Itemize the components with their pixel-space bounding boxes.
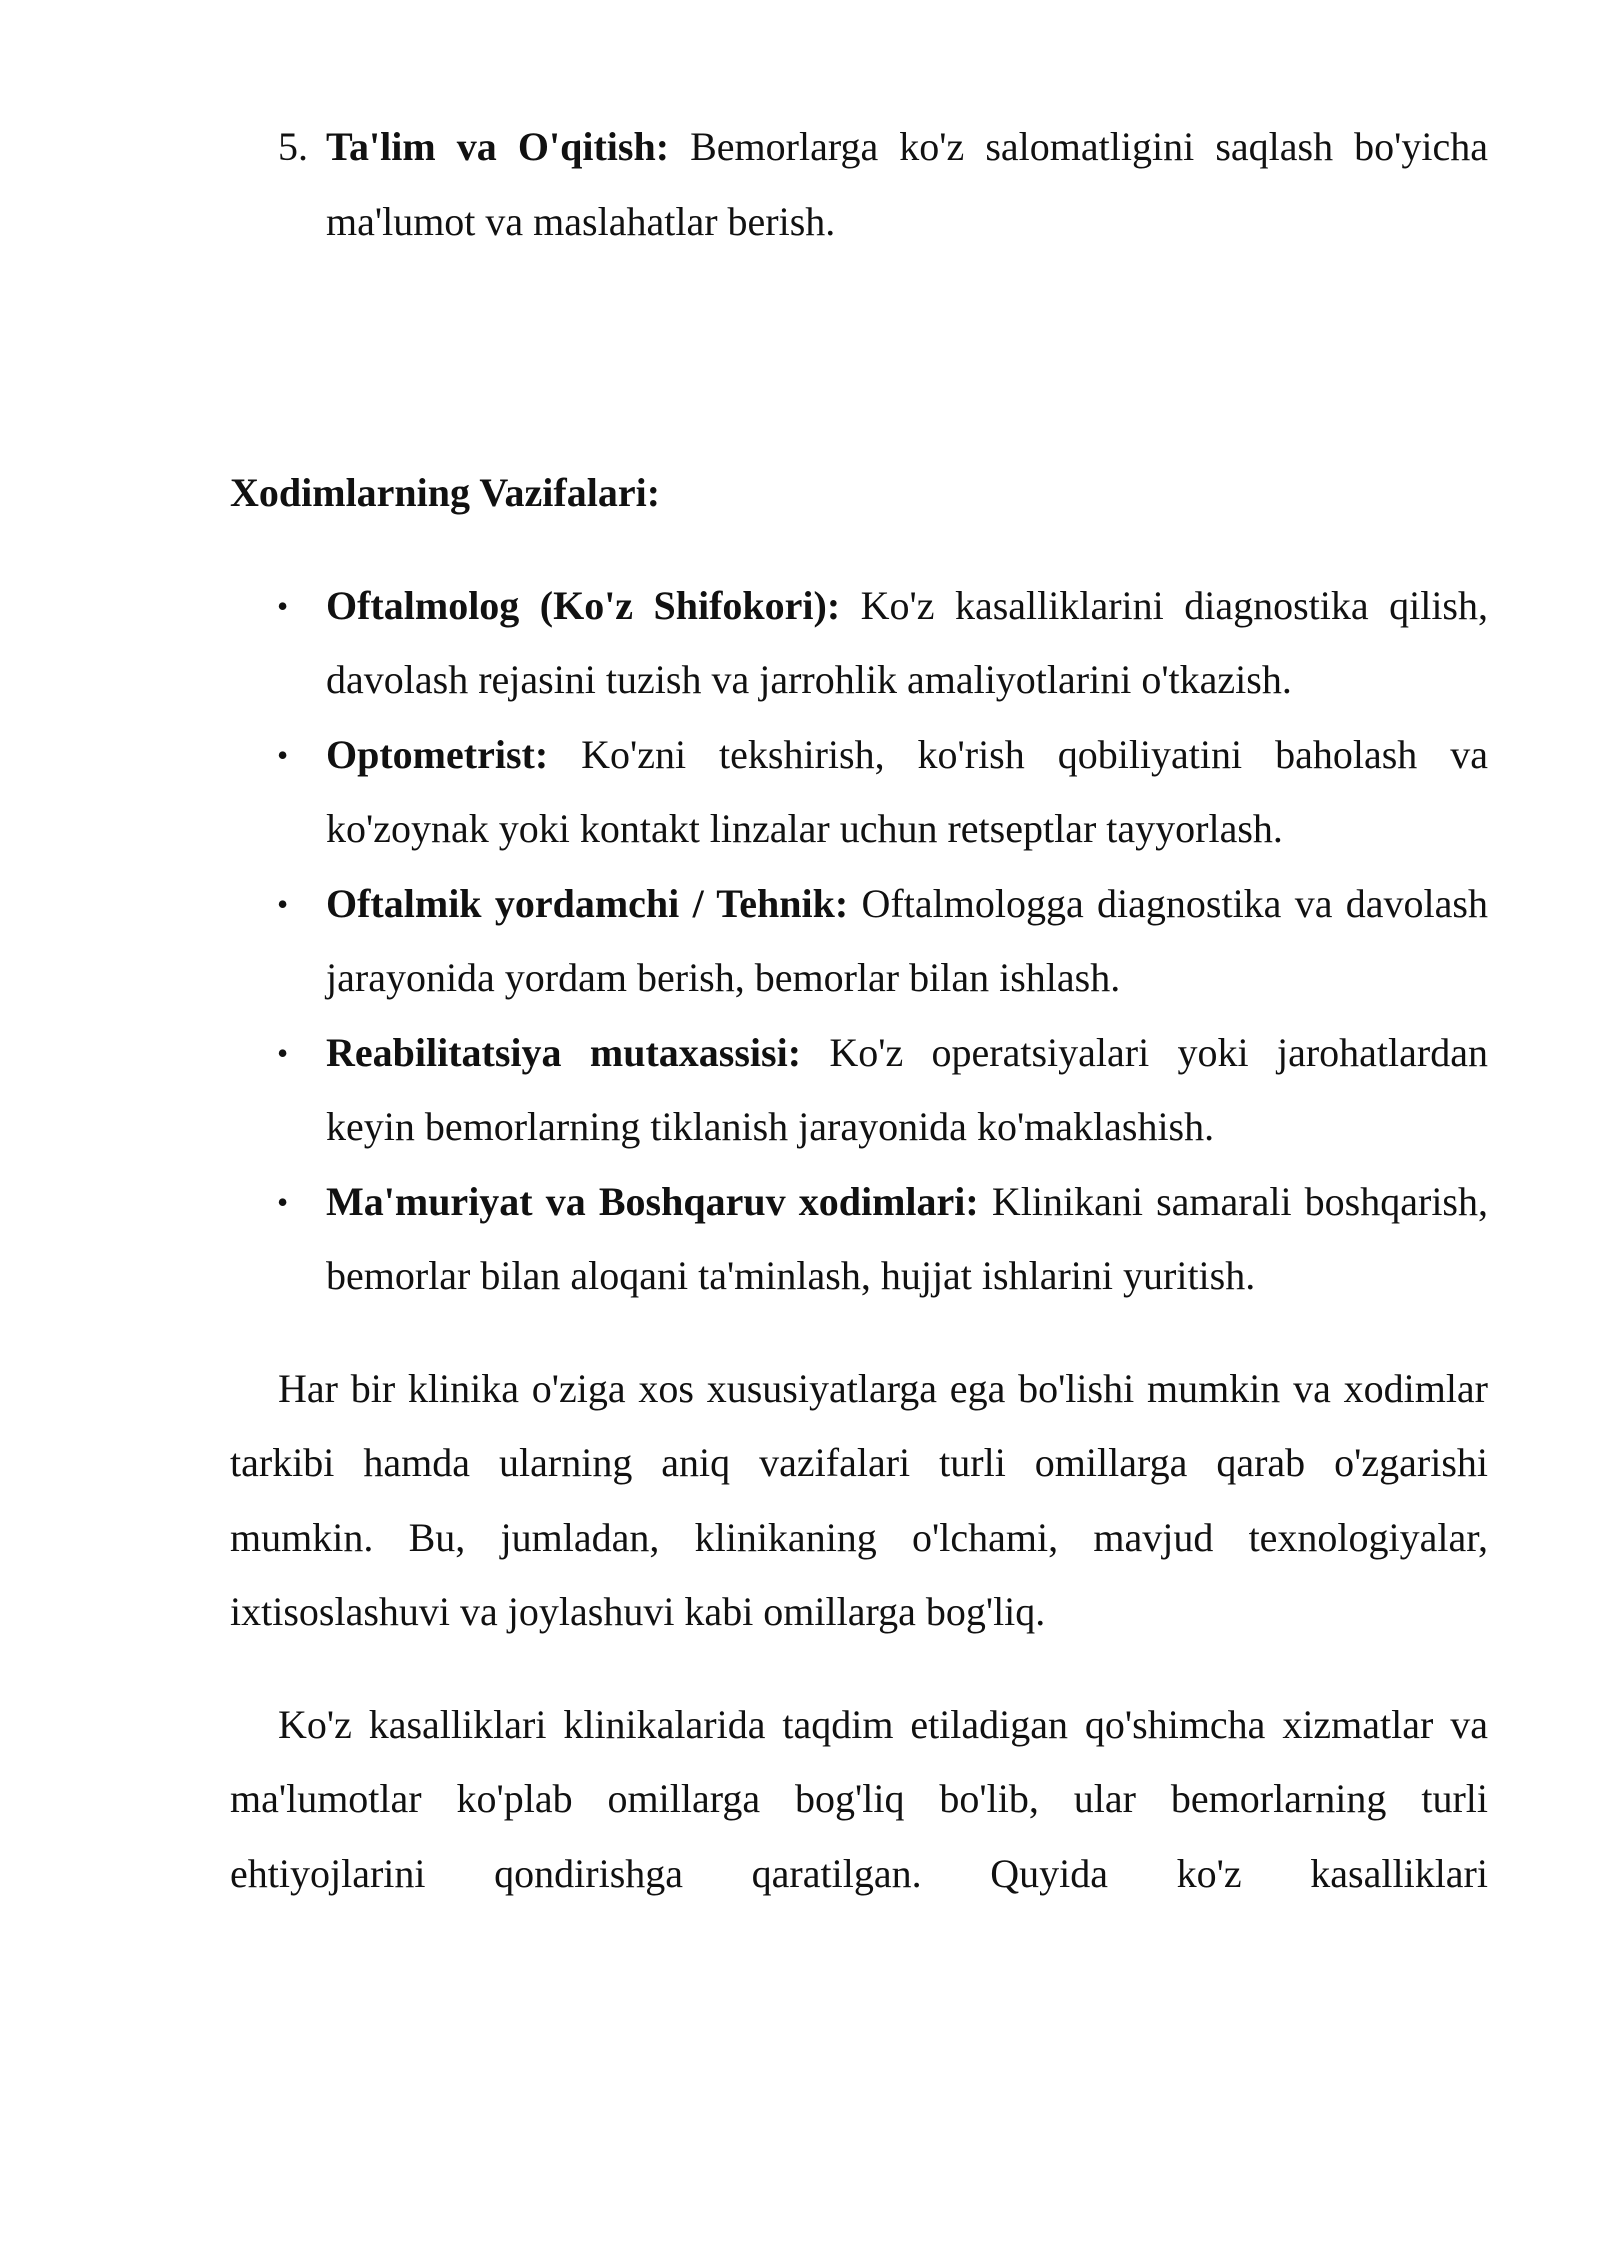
numbered-item-5 — [230, 110, 1488, 259]
duties-list — [230, 569, 1488, 1314]
duty-term: Oftalmik yordamchi / Tehnik: — [326, 880, 849, 926]
body-paragraph: Ko'z kasalliklari klinikalarida taqdim etiladigan qo'shimcha xizmatlar va ma'lumotlar ko'plab omillarga bog'liq bo'lib, ular bemorlarning turli ehtiyojlarini qondirishga qaratilgan. Quyida ko'z kasalliklari — [230, 1701, 1488, 1896]
duty-term: Optometrist: — [326, 731, 549, 777]
list-item — [230, 718, 1488, 867]
body-paragraph: Har bir klinika o'ziga xos xususiyatlarga ega bo'lishi mumkin va xodimlar tarkibi hamda ularning aniq vazifalari turli omillarga qarab o'zgarishi mumkin. Bu, jumladan, klinikaning o'lchami, mavjud texnologiyalar, ixtisoslashuvi va joylashuvi kabi omillarga bog'liq. — [230, 1365, 1488, 1634]
bullet-icon: • — [277, 587, 289, 624]
item-term: Ta'lim va O'qitish: — [326, 124, 670, 169]
bullet-icon: • — [277, 1034, 289, 1071]
duty-text: Oftalmologga diagnostika va davolash jarayonida yordam berish, bemorlar bilan ishlash. — [326, 880, 1488, 1000]
list-item — [230, 1165, 1488, 1314]
bullet-icon: • — [277, 736, 289, 773]
list-item — [230, 569, 1488, 718]
duty-text: Ko'zni tekshirish, ko'rish qobiliyatini baholash va ko'zoynak yoki kontakt linzalar uchun retseptlar tayyorlash. — [326, 731, 1488, 851]
duty-text: Ko'z operatsiyalari yoki jarohatlardan keyin bemorlarning tiklanish jarayonida ko'maklashish. — [326, 1029, 1488, 1149]
list-item — [230, 1016, 1488, 1165]
duty-text: Ko'z kasalliklarini diagnostika qilish, davolash rejasini tuzish va jarrohlik amaliyotlarini o'tkazish. — [326, 582, 1488, 702]
bullet-icon: • — [277, 885, 289, 922]
duty-term: Oftalmolog (Ko'z Shifokori): — [326, 582, 841, 628]
bullet-icon: • — [277, 1183, 289, 1220]
document-page — [230, 110, 1488, 1911]
duty-term: Reabilitatsiya mutaxassisi: — [326, 1029, 802, 1075]
item-text: Bemorlarga ko'z salomatligini saqlash bo'yicha ma'lumot va maslahatlar berish. — [326, 124, 1488, 244]
section-heading: Xodimlarning Vazifalari: — [230, 470, 661, 515]
list-item — [230, 867, 1488, 1016]
duty-term: Ma'muriyat va Boshqaruv xodimlari: — [326, 1178, 979, 1224]
duty-text: Klinikani samarali boshqarish, bemorlar bilan aloqani ta'minlash, hujjat ishlarini yuritish. — [326, 1178, 1488, 1298]
list-number: 5. — [278, 124, 308, 169]
